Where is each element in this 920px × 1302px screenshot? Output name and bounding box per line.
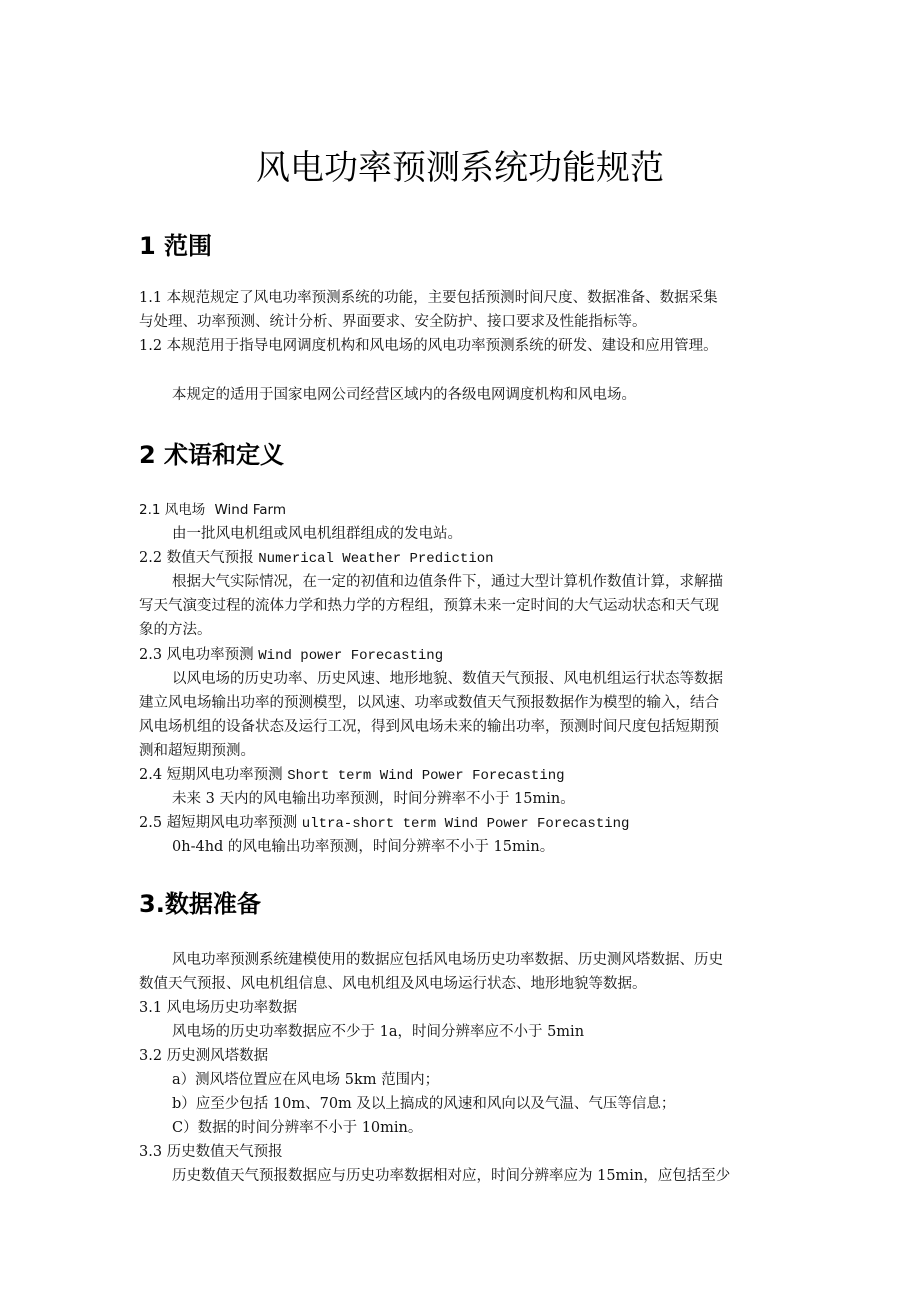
section-1-heading: 1 范围 xyxy=(139,232,213,260)
term-2-2-definition-line-3: 象的方法。 xyxy=(139,622,212,638)
term-2-3-definition-line-1: 以风电场的历史功率、历史风速、地形地貌、数值天气预报、风电机组运行状态等数据 xyxy=(172,671,723,687)
section-2-heading: 2 术语和定义 xyxy=(139,441,285,469)
term-2-3-definition-line-2: 建立风电场输出功率的预测模型，以风速、功率或数值天气预报数据作为模型的输入，结合 xyxy=(139,695,719,711)
term-2-1-heading xyxy=(139,500,286,520)
paragraph-1-1-line-1: 1.1 本规范规定了风电功率预测系统的功能，主要包括预测时间尺度、数据准备、数据采集 xyxy=(139,290,718,306)
term-2-5-heading xyxy=(139,813,629,834)
section-3-intro-line-2: 数值天气预报、风电机组信息、风电机组及风电场运行状态、地形地貌等数据。 xyxy=(139,976,647,992)
term-2-2-number: 2.2 数值天气预报 xyxy=(139,550,254,566)
subsection-3-1-text: 风电场的历史功率数据应不少于 1a，时间分辨率应不小于 5min xyxy=(172,1024,585,1040)
term-2-4-english: Short term Wind Power Forecasting xyxy=(287,768,565,784)
term-2-5-definition: 0h-4hd 的风电输出功率预测，时间分辨率不小于 15min。 xyxy=(172,839,555,855)
subsection-3-3-text: 历史数值天气预报数据应与历史功率数据相对应，时间分辨率应为 15min，应包括至少 xyxy=(172,1168,731,1184)
term-2-3-number: 2.3 风电功率预测 xyxy=(139,647,254,663)
term-2-4-heading xyxy=(139,765,565,786)
term-2-3-definition-line-3: 风电场机组的设备状态及运行工况，得到风电场未来的输出功率，预测时间尺度包括短期预 xyxy=(139,719,719,735)
term-2-1-number: 2.1 风电场 xyxy=(139,502,206,518)
subsection-3-2-item-a: a）测风塔位置应在风电场 5km 范围内； xyxy=(172,1072,440,1088)
term-2-1-definition: 由一批风电机组或风电机组群组成的发电站。 xyxy=(172,526,462,542)
section-3-heading: 3.数据准备 xyxy=(139,890,261,918)
document-title: 风电功率预测系统功能规范 xyxy=(256,148,664,188)
term-2-3-english: Wind power Forecasting xyxy=(258,648,444,664)
term-2-3-heading xyxy=(139,645,443,666)
subsection-3-2-item-c: C）数据的时间分辨率不小于 10min。 xyxy=(172,1120,423,1136)
paragraph-scope-note: 本规定的适用于国家电网公司经营区域内的各级电网调度机构和风电场。 xyxy=(172,387,636,403)
term-2-2-heading xyxy=(139,548,494,569)
term-2-5-english: ultra-short term Wind Power Forecasting xyxy=(301,816,630,832)
paragraph-1-2: 1.2 本规范用于指导电网调度机构和风电场的风电功率预测系统的研发、建设和应用管理。 xyxy=(139,338,718,354)
term-2-4-definition: 未来 3 天内的风电输出功率预测，时间分辨率不小于 15min。 xyxy=(172,791,575,807)
subsection-3-2-heading: 3.2 历史测风塔数据 xyxy=(139,1048,269,1064)
term-2-2-definition-line-1: 根据大气实际情况，在一定的初值和边值条件下，通过大型计算机作数值计算，求解描 xyxy=(172,574,723,590)
paragraph-1-1-line-2: 与处理、功率预测、统计分析、界面要求、安全防护、接口要求及性能指标等。 xyxy=(139,314,647,330)
subsection-3-3-heading: 3.3 历史数值天气预报 xyxy=(139,1144,283,1160)
term-2-2-english: Numerical Weather Prediction xyxy=(258,551,494,567)
term-2-1-english: Wind Farm xyxy=(214,502,286,518)
term-2-3-definition-line-4: 测和超短期预测。 xyxy=(139,743,255,759)
term-2-4-number: 2.4 短期风电功率预测 xyxy=(139,767,283,783)
term-2-5-number: 2.5 超短期风电功率预测 xyxy=(139,815,298,831)
subsection-3-1-heading: 3.1 风电场历史功率数据 xyxy=(139,1000,298,1016)
subsection-3-2-item-b: b）应至少包括 10m、70m 及以上搞成的风速和风向以及气温、气压等信息； xyxy=(172,1096,676,1112)
term-2-2-definition-line-2: 写天气演变过程的流体力学和热力学的方程组，预算未来一定时间的大气运动状态和天气现 xyxy=(139,598,719,614)
section-3-intro-line-1: 风电功率预测系统建模使用的数据应包括风电场历史功率数据、历史测风塔数据、历史 xyxy=(172,952,723,968)
